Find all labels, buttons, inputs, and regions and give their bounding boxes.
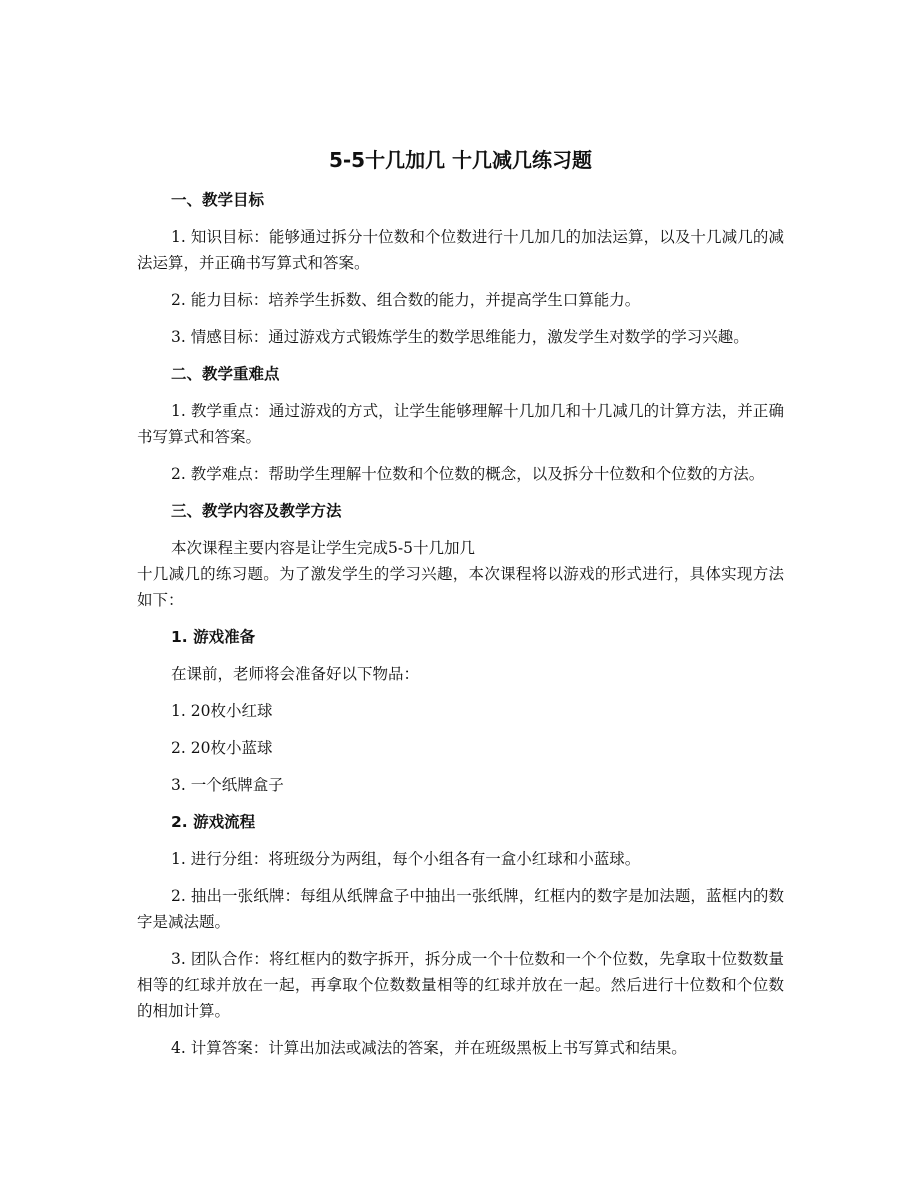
- difficult-point: 2. 教学难点：帮助学生理解十位数和个位数的概念，以及拆分十位数和个位数的方法。: [171, 465, 765, 483]
- preparation-item-blue-balls: 2. 20枚小蓝球: [171, 739, 273, 757]
- objective-knowledge: 1. 知识目标：能够通过拆分十位数和个位数进行十几加几的加法运算，以及十几减几的减法运算，并正确书写算式和答案。: [137, 228, 784, 272]
- preparation-item-card-box: 3. 一个纸牌盒子: [171, 776, 284, 794]
- section-heading-objectives: 一、教学目标: [171, 191, 265, 209]
- process-step-draw-card: 2. 抽出一张纸牌：每组从纸牌盒子中抽出一张纸牌，红框内的数字是加法题，蓝框内的数字是减法题。: [137, 887, 784, 931]
- content-intro: [137, 535, 784, 613]
- process-step-grouping: 1. 进行分组：将班级分为两组，每个小组各有一盒小红球和小蓝球。: [171, 850, 641, 868]
- key-point: 1. 教学重点：通过游戏的方式，让学生能够理解十几加几和十几减几的计算方法，并正确书写算式和答案。: [137, 402, 784, 446]
- subsection-heading-preparation: 1. 游戏准备: [171, 628, 256, 646]
- section-heading-key-points: 二、教学重难点: [171, 365, 280, 383]
- content-intro-line1: 本次课程主要内容是让学生完成5-5十几加几: [171, 539, 475, 557]
- document-title: 5-5十几加几 十几减几练习题: [328, 148, 593, 172]
- objective-ability: 2. 能力目标：培养学生拆数、组合数的能力，并提高学生口算能力。: [171, 291, 641, 309]
- preparation-item-red-balls: 1. 20枚小红球: [171, 702, 273, 720]
- content-intro-line2: 十几减几的练习题。为了激发学生的学习兴趣，本次课程将以游戏的形式进行，具体实现方法如下：: [137, 565, 784, 609]
- preparation-intro: 在课前，老师将会准备好以下物品：: [171, 665, 420, 683]
- process-step-answer: 4. 计算答案：计算出加法或减法的答案，并在班级黑板上书写算式和结果。: [171, 1039, 687, 1057]
- subsection-heading-process: 2. 游戏流程: [171, 813, 256, 831]
- section-heading-content-methods: 三、教学内容及教学方法: [171, 502, 342, 520]
- objective-emotion: 3. 情感目标：通过游戏方式锻炼学生的数学思维能力，激发学生对数学的学习兴趣。: [171, 328, 749, 346]
- process-step-teamwork: 3. 团队合作：将红框内的数字拆开，拆分成一个十位数和一个个位数，先拿取十位数数量相等的红球并放在一起，再拿取个位数数量相等的红球并放在一起。然后进行十位数和个位数的相加计算。: [137, 950, 784, 1020]
